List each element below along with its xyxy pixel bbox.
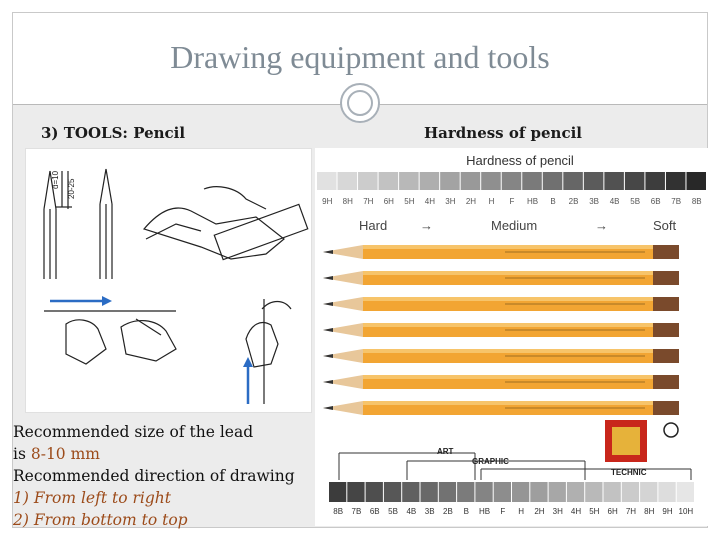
- bottom-grade-label: 6H: [607, 507, 618, 516]
- bottom-grade-label: 7B: [351, 507, 362, 516]
- bottom-grade-label: 5H: [589, 507, 600, 516]
- pencil: [323, 349, 679, 363]
- pencil-imprint: [505, 277, 645, 279]
- category-technic: TECHNIC: [611, 468, 647, 477]
- bottom-swatch: [677, 482, 694, 502]
- pencil-set: [323, 245, 679, 415]
- pencil-end: [653, 297, 679, 311]
- scale-medium-label: Medium: [491, 218, 538, 233]
- top-swatch: [461, 172, 481, 190]
- bottom-swatch: [549, 482, 566, 502]
- pencil-imprint: [505, 329, 645, 331]
- scale-soft-label: Soft: [653, 218, 677, 233]
- top-grade-label: 8B: [691, 197, 702, 206]
- bottom-swatch: [585, 482, 602, 502]
- pencil-imprint: [505, 251, 645, 253]
- bottom-grade-label: 3H: [552, 507, 563, 516]
- top-grade-label: 8H: [342, 197, 353, 206]
- top-swatch: [666, 172, 686, 190]
- bottom-grade-label: H: [518, 507, 525, 516]
- pencil-end: [653, 271, 679, 285]
- top-swatch: [502, 172, 522, 190]
- category-art: ART: [437, 447, 454, 456]
- pencil-imprint: [505, 381, 645, 383]
- pencil-highlight: [363, 349, 653, 353]
- caption-block: [13, 421, 313, 531]
- scale-arrow-1: →: [420, 218, 433, 233]
- pencil-highlight: [363, 375, 653, 379]
- pencil-lead: [323, 328, 333, 332]
- top-grade-label: 6H: [383, 197, 394, 206]
- bottom-grade-label: 3B: [424, 507, 435, 516]
- circle-ornament-icon: [340, 83, 380, 123]
- caption-line-2: [13, 443, 313, 465]
- pencil-end: [653, 401, 679, 415]
- pencil-highlight: [363, 245, 653, 249]
- bottom-grade-label: 2H: [534, 507, 545, 516]
- bottom-swatch: [366, 482, 383, 502]
- bottom-grade-label: 4H: [570, 507, 582, 516]
- bottom-swatch: [658, 482, 675, 502]
- bottom-swatch: [384, 482, 401, 502]
- pencil-technique-illustration: [25, 148, 312, 413]
- bottom-swatch: [512, 482, 529, 502]
- pencil-end: [653, 245, 679, 259]
- bottom-swatch: [530, 482, 547, 502]
- top-grade-label: 7H: [363, 197, 374, 206]
- bottom-grade-label: 10H: [678, 507, 694, 516]
- bottom-swatch: [439, 482, 456, 502]
- top-swatch: [522, 172, 542, 190]
- bottom-grade-label: 2B: [443, 507, 453, 516]
- top-grade-label: H: [488, 197, 495, 206]
- pencil-end: [653, 349, 679, 363]
- pencil: [323, 297, 679, 311]
- bottom-grade-label: 7H: [625, 507, 637, 516]
- pencil: [323, 323, 679, 337]
- pencil-highlight: [363, 271, 653, 275]
- top-grade-label: 9H: [322, 197, 333, 206]
- bottom-grade-label: B: [463, 507, 469, 516]
- top-swatch: [563, 172, 583, 190]
- bottom-grade-label: 6B: [369, 507, 380, 516]
- top-swatch: [543, 172, 563, 190]
- top-grade-label: 2H: [465, 197, 477, 206]
- top-swatch: [338, 172, 358, 190]
- top-swatch: [604, 172, 624, 190]
- pencil-highlight: [363, 297, 653, 301]
- bottom-grade-label: 9H: [662, 507, 673, 516]
- pencil-lead: [323, 276, 333, 280]
- top-grade-label: 2B: [568, 197, 579, 206]
- bottom-swatch: [329, 482, 346, 502]
- top-grade-label: F: [509, 197, 515, 206]
- pencil-highlight: [363, 323, 653, 327]
- top-grade-label: B: [550, 197, 556, 206]
- lead-length-label: 20-25: [67, 178, 76, 199]
- bottom-swatch: [421, 482, 438, 502]
- direction-item-2: 2) From bottom to top: [13, 511, 188, 529]
- bottom-swatch: [475, 482, 492, 502]
- bottom-swatch: [622, 482, 639, 502]
- pencil-imprint: [505, 303, 645, 305]
- top-swatch: [481, 172, 501, 190]
- top-grade-label: 6B: [650, 197, 661, 206]
- pencil: [323, 375, 679, 389]
- pencil-imprint: [505, 355, 645, 357]
- direction-item-1: 1) From left to right: [13, 489, 171, 507]
- top-swatch: [584, 172, 604, 190]
- bottom-grade-label: 5B: [388, 507, 398, 516]
- top-grade-label: 3B: [589, 197, 600, 206]
- top-grade-swatches: [317, 172, 706, 190]
- bottom-swatch: [494, 482, 511, 502]
- bottom-grade-labels: [333, 507, 693, 516]
- pencil-technique-drawing: [26, 149, 311, 412]
- top-grade-label: HB: [526, 197, 539, 206]
- bottom-grade-label: 8H: [644, 507, 655, 516]
- pencil: [323, 271, 679, 285]
- pencil-hardness-chart: [315, 148, 709, 526]
- top-grade-labels: [322, 197, 701, 206]
- pencil-lead: [323, 302, 333, 306]
- pencil-lead: [323, 250, 333, 254]
- bottom-swatch: [457, 482, 474, 502]
- bottom-swatch: [640, 482, 657, 502]
- hexagon-icon: [664, 423, 678, 437]
- top-grade-label: 5B: [630, 197, 641, 206]
- top-swatch: [317, 172, 337, 190]
- pencil-highlight: [363, 401, 653, 405]
- scale-hard-label: Hard: [359, 218, 388, 233]
- caption-line-1: Recommended size of the lead: [13, 423, 254, 441]
- pencil-lead: [323, 354, 333, 358]
- bottom-grade-label: 4B: [406, 507, 417, 516]
- pencil-end: [653, 375, 679, 389]
- bottom-swatch: [567, 482, 584, 502]
- bottom-swatch: [604, 482, 621, 502]
- bottom-swatch: [347, 482, 364, 502]
- left-heading: 3) TOOLS: Pencil: [41, 124, 186, 142]
- caption-line-2-prefix: is: [13, 445, 31, 463]
- pencil-imprint: [505, 407, 645, 409]
- top-swatch: [379, 172, 399, 190]
- circle-ornament-inner: [347, 90, 373, 116]
- pencil-lead: [323, 406, 333, 410]
- pencil: [323, 245, 679, 259]
- top-grade-label: 3H: [445, 197, 456, 206]
- lead-size-value: 8-10 mm: [30, 445, 100, 463]
- top-grade-label: 4B: [609, 197, 620, 206]
- top-swatch: [399, 172, 419, 190]
- category-graphic: GRAPHIC: [472, 457, 509, 466]
- top-swatch: [440, 172, 460, 190]
- slide: [12, 12, 708, 528]
- bottom-swatch: [402, 482, 419, 502]
- pencil-lead: [323, 380, 333, 384]
- right-heading: Hardness of pencil: [424, 124, 582, 142]
- top-grade-label: 7B: [671, 197, 682, 206]
- pencil: [323, 401, 679, 415]
- top-grade-label: 4H: [424, 197, 436, 206]
- chart-title: Hardness of pencil: [466, 153, 574, 168]
- top-grade-label: 5H: [404, 197, 415, 206]
- bottom-grade-swatches: [329, 482, 694, 502]
- top-swatch: [625, 172, 645, 190]
- top-swatch: [645, 172, 665, 190]
- top-swatch: [358, 172, 378, 190]
- bottom-grade-label: HB: [478, 507, 491, 516]
- top-swatch: [420, 172, 440, 190]
- bottom-grade-label: F: [500, 507, 506, 516]
- scale-arrow-2: →: [595, 218, 608, 233]
- brand-logo-inner: [612, 427, 640, 455]
- pencil-hardness-diagram: [315, 148, 709, 526]
- lead-diameter-label: d=10: [51, 170, 60, 189]
- top-swatch: [686, 172, 706, 190]
- caption-line-3: Recommended direction of drawing: [13, 467, 295, 485]
- slide-title: Drawing equipment and tools: [170, 39, 550, 75]
- bottom-grade-label: 8B: [333, 507, 344, 516]
- pencil-end: [653, 323, 679, 337]
